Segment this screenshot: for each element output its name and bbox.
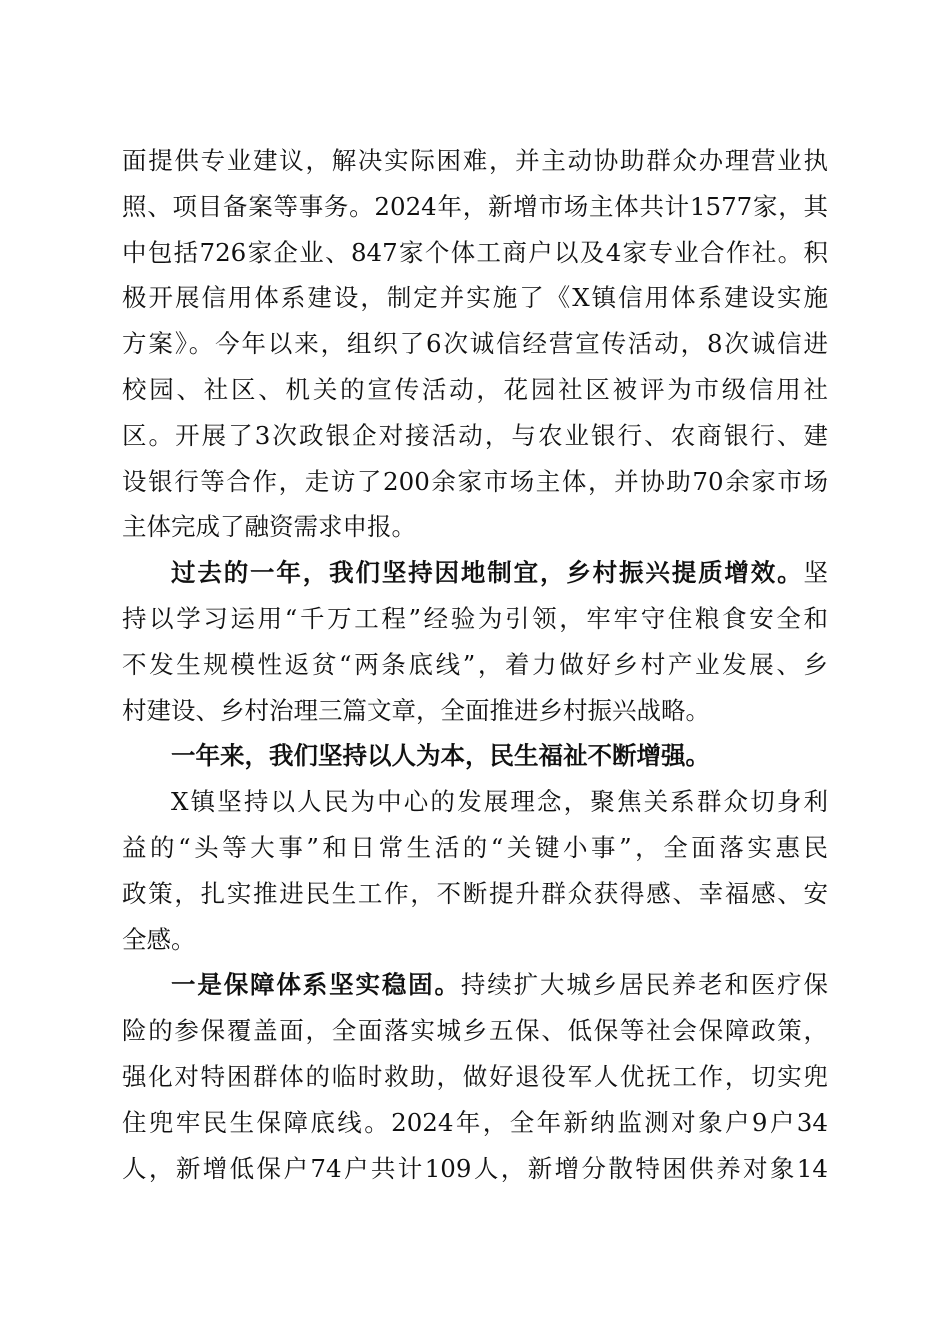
text-run: 坚 [803, 558, 828, 588]
text-line: 区。开展了3次政银企对接活动，与农业银行、农商银行、建 [122, 420, 828, 450]
heading-security-system: 一是保障体系坚实稳固。 [171, 970, 461, 1000]
text-line: 持以学习运用“千万工程”经验为引领，牢牢守住粮食安全和 [122, 603, 828, 633]
text-line: 强化对特困群体的临时救助，做好退役军人优抚工作，切实兜 [122, 1061, 828, 1091]
heading-rural-revitalization: 过去的一年，我们坚持因地制宜，乡村振兴提质增效。 [171, 558, 804, 588]
text-run: 持续扩大城乡居民养老和医疗保 [460, 970, 828, 1000]
text-line: 益的“头等大事”和日常生活的“关键小事”，全面落实惠民 [122, 832, 828, 862]
text-line: 照、项目备案等事务。2024年，新增市场主体共计1577家，其 [122, 191, 828, 221]
text-line: 中包括726家企业、847家个体工商户以及4家专业合作社。积 [122, 237, 828, 267]
text-line: 主体完成了融资需求申报。 [122, 512, 416, 542]
text-line: X镇坚持以人民为中心的发展理念，聚焦关系群众切身利 [171, 787, 828, 817]
text-line: 方案》。今年以来，组织了6次诚信经营宣传活动，8次诚信进 [122, 329, 828, 359]
paragraph-rural-revitalization-start [122, 550, 828, 596]
text-line: 不发生规模性返贫“两条底线”，着力做好乡村产业发展、乡 [122, 649, 828, 679]
text-line: 政策，扎实推进民生工作，不断提升群众获得感、幸福感、安 [122, 878, 828, 908]
text-line: 面提供专业建议，解决实际困难，并主动协助群众办理营业执 [122, 146, 828, 175]
text-line: 设银行等合作，走访了200余家市场主体，并协助70余家市场 [122, 466, 828, 496]
text-line: 险的参保覆盖面，全面落实城乡五保、低保等社会保障政策， [122, 1016, 828, 1046]
text-line: 极开展信用体系建设，制定并实施了《X镇信用体系建设实施 [122, 283, 828, 313]
body-text [122, 138, 828, 1191]
heading-livelihood: 一年来，我们坚持以人为本，民生福祉不断增强。 [171, 741, 710, 771]
text-line: 全感。 [122, 924, 196, 954]
paragraph-security-start [122, 962, 828, 1008]
text-line: 校园、社区、机关的宣传活动，花园社区被评为市级信用社 [122, 374, 828, 404]
text-line: 人，新增低保户74户共计109人，新增分散特困供养对象14 [122, 1153, 828, 1183]
text-line: 住兜牢民生保障底线。2024年，全年新纳监测对象户9户34 [122, 1107, 828, 1137]
text-line: 村建设、乡村治理三篇文章，全面推进乡村振兴战略。 [122, 695, 710, 725]
